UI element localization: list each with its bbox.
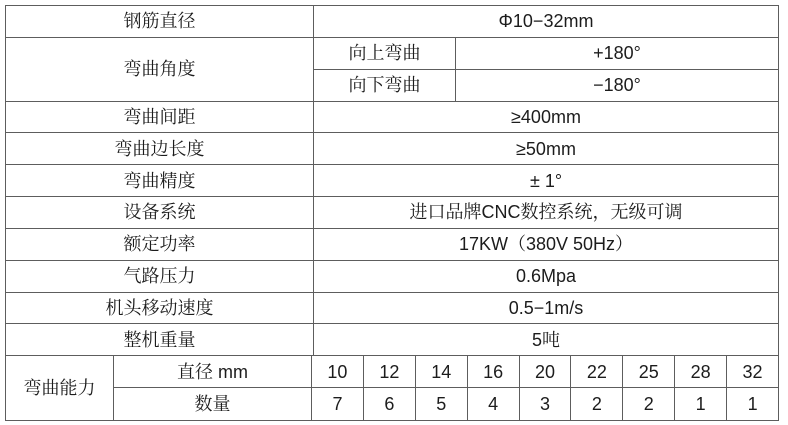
row-label: 钢筋直径 (6, 6, 314, 38)
capacity-quantity-label: 数量 (114, 388, 312, 420)
quantity-cell: 6 (364, 388, 416, 420)
quantity-cell: 2 (571, 388, 623, 420)
row-label: 设备系统 (6, 197, 314, 229)
table-row-bend-angle (6, 38, 778, 102)
diameter-cell: 16 (468, 356, 520, 388)
row-label: 机头移动速度 (6, 293, 314, 325)
quantity-cell: 1 (747, 394, 758, 415)
diameter-cell: 12 (364, 356, 416, 388)
row-label: 整机重量 (6, 324, 314, 356)
row-value: ≥400mm (314, 102, 778, 134)
row-value: 0.6Mpa (314, 261, 778, 293)
spec-table (5, 5, 779, 421)
capacity-quantity-row (114, 388, 778, 420)
table-row-machine-weight (6, 324, 778, 356)
table-row-rated-power (6, 229, 778, 261)
diameter-cell: 22 (571, 356, 623, 388)
quantity-cell: 1 (675, 388, 727, 420)
quantity-cell: 5 (416, 388, 468, 420)
sub-row-label: 向下弯曲 (314, 70, 456, 102)
row-value: Φ10−32mm (314, 6, 778, 38)
quantity-cell: 2 (623, 388, 675, 420)
diameter-cell: 14 (416, 356, 468, 388)
row-value: 5吨 (314, 324, 778, 356)
capacity-subrows (114, 356, 778, 420)
row-label: 弯曲角度 (6, 38, 314, 102)
table-row-air-pressure (6, 261, 778, 293)
diameter-cell: 10 (312, 356, 364, 388)
table-row-bend-side-length (6, 133, 778, 165)
row-value: 17KW（380V 50Hz） (314, 229, 778, 261)
table-row-head-speed (6, 293, 778, 325)
row-value: 0.5−1m/s (314, 293, 778, 325)
row-label: 弯曲边长度 (6, 133, 314, 165)
row-label: 气路压力 (6, 261, 314, 293)
row-label: 弯曲能力 (6, 356, 114, 420)
table-row-bend-spacing (6, 102, 778, 134)
table-row-rebar-diameter (6, 6, 778, 38)
quantity-cell: 3 (520, 388, 572, 420)
row-label: 额定功率 (6, 229, 314, 261)
row-label: 弯曲精度 (6, 165, 314, 197)
row-label: 弯曲间距 (6, 102, 314, 134)
quantity-cell: 4 (468, 388, 520, 420)
quantity-cell: 7 (312, 388, 364, 420)
capacity-diameter-label: 直径 mm (114, 356, 312, 388)
row-value: 进口品牌CNC数控系统，无级可调 (314, 197, 778, 229)
diameter-cell: 32 (727, 356, 778, 388)
sub-row-label: 向上弯曲 (314, 38, 456, 70)
table-row-bend-precision (6, 165, 778, 197)
bend-angle-subrows (314, 38, 778, 102)
diameter-cell: 25 (623, 356, 675, 388)
capacity-diameter-row (114, 356, 778, 388)
bend-angle-down-row (314, 70, 778, 102)
table-row-equipment-system (6, 197, 778, 229)
table-row-bend-capacity (6, 356, 778, 420)
sub-row-value: +180° (456, 38, 778, 70)
row-value: ≥50mm (314, 133, 778, 165)
bend-angle-up-row (314, 38, 778, 70)
row-value: ± 1° (314, 165, 778, 197)
diameter-cell: 28 (675, 356, 727, 388)
sub-row-value: −180° (456, 70, 778, 102)
diameter-cell: 20 (520, 356, 572, 388)
